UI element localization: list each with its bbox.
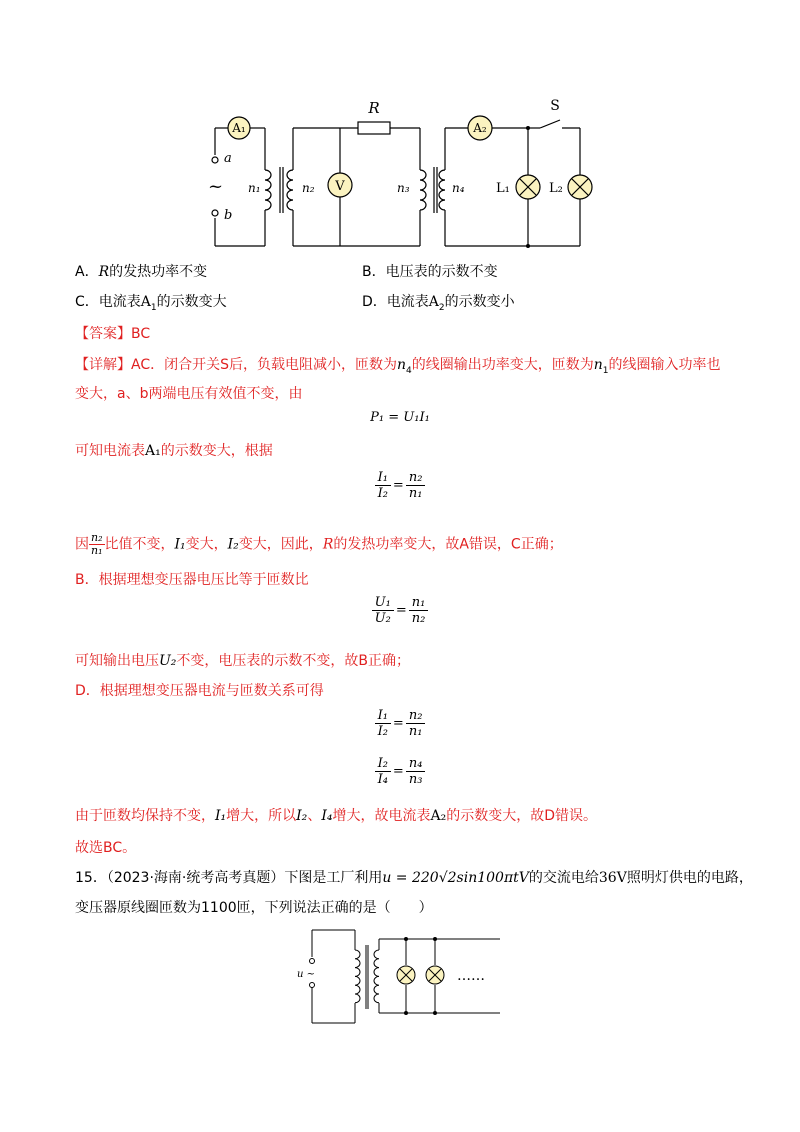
detail-line-7: D．根据理想变压器电流与匝数关系可得: [75, 683, 324, 699]
label-n1: n₁: [248, 181, 261, 195]
detail-line-4: 因 $\frac{\text{n₂}}{\text{n₁}}$ 比值不变，I₁变大，I₂变大，因此，R的发热功率变大，故A错误，C正确；: [75, 531, 563, 557]
answer: 【答案】BC: [75, 326, 151, 342]
label-a: a: [224, 151, 232, 166]
equation-current-ratio-2: $\frac{\text{I₁}}{\text{I₂}}$ = $\frac{\text{n₂}}{\text{n₁}}$: [0, 708, 800, 739]
label-n4: n₄: [452, 181, 465, 195]
label-r: R: [368, 99, 380, 117]
label-l2: L₂: [549, 181, 563, 196]
label-a2: A₂: [473, 121, 487, 135]
lamp-1-icon: [397, 966, 415, 984]
option-a: A．R的发热功率不变: [75, 264, 208, 280]
label-dots: ……: [457, 968, 485, 984]
option-c: C．电流表$A_1$的示数变大: [75, 294, 227, 313]
circuit-diagram-transformers: [200, 95, 610, 255]
label-b: b: [224, 208, 233, 223]
option-b: B．电压表的示数不变: [362, 264, 498, 280]
equation-current-ratio-1: $\frac{\text{I₁}}{\text{I₂}}$ = $\frac{\text{n₂}}{\text{n₁}}$: [0, 470, 800, 501]
question-15-line-1: 15．（2023·海南·统考高考真题）下图是工厂利用u = 220√2sin100πtV的交流电给36V照明灯供电的电路，: [75, 870, 753, 886]
label-s: S: [550, 98, 560, 114]
question-15-line-2: 变压器原线圈匝数为1100匝，下列说法正确的是（ ）: [75, 900, 433, 916]
label-l1: L₁: [496, 181, 510, 196]
label-u: u ~: [297, 969, 315, 980]
detail-line-5: B．根据理想变压器电压比等于匝数比: [75, 572, 309, 588]
label-n2: n₂: [302, 181, 315, 195]
option-d: D．电流表$A_2$的示数变小: [362, 294, 515, 313]
detail-line-3: 可知电流表A₁的示数变大，根据: [75, 443, 273, 459]
detail-line-8: 由于匝数均保持不变，I₁增大，所以I₂、I₄增大，故电流表A₂的示数变大，故D错误。: [75, 808, 597, 824]
lamp-2-icon: [426, 966, 444, 984]
label-tilde: ~: [208, 176, 224, 197]
detail-line-2: 变大，a、b两端电压有效值不变，由: [75, 386, 303, 402]
label-a1: A₁: [232, 121, 246, 135]
lamp-l2-icon: [568, 175, 592, 199]
label-n3: n₃: [397, 181, 410, 195]
detail-line-6: 可知输出电压U₂不变，电压表的示数不变，故B正确；: [75, 653, 411, 669]
detail-line-1: 【详解】AC．闭合开关S后，负载电阻减小，匝数为$n_4$的线圈输出功率变大，匝数为$n_1$的线圈输入功率也: [75, 357, 721, 376]
detail-line-9: 故选BC。: [75, 840, 137, 856]
label-v: V: [335, 179, 345, 194]
lamp-l1-icon: [516, 175, 540, 199]
equation-voltage-ratio: $\frac{\text{U₁}}{\text{U₂}}$ = $\frac{\text{n₁}}{\text{n₂}}$: [0, 595, 800, 626]
circuit-diagram-lighting: [295, 925, 505, 1027]
equation-power: P₁ = U₁I₁: [370, 410, 430, 425]
equation-current-ratio-3: $\frac{\text{I₂}}{\text{I₄}}$ = $\frac{\text{n₄}}{\text{n₃}}$: [0, 756, 800, 787]
